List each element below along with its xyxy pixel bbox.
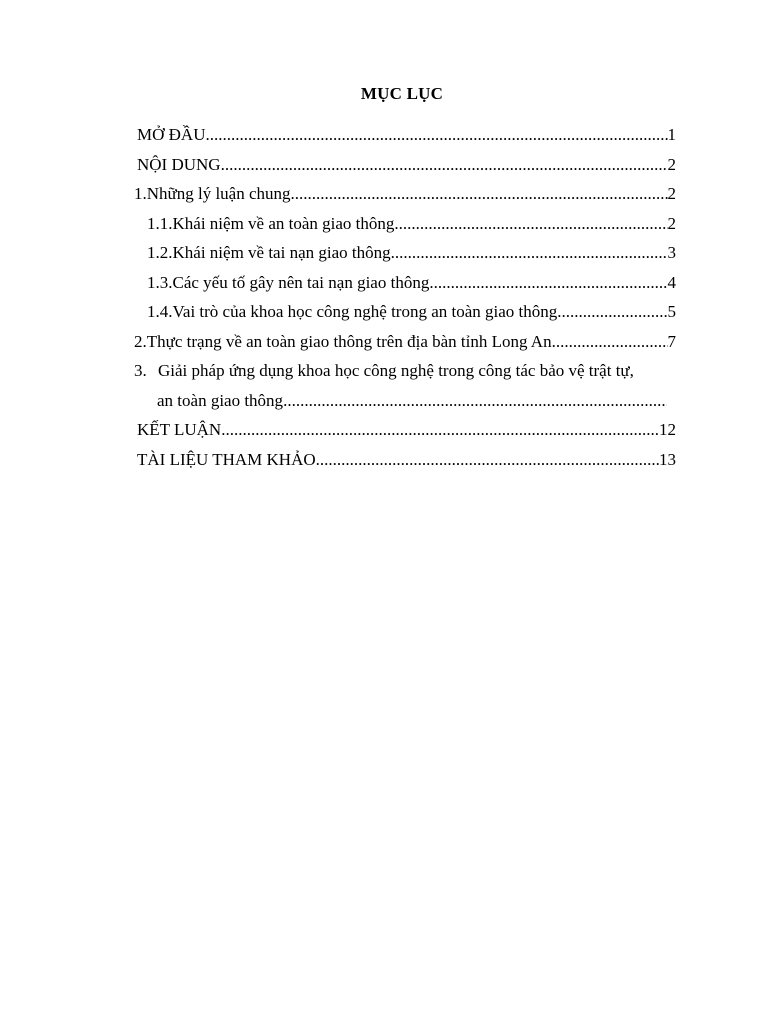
toc-leader-dots <box>221 419 659 441</box>
toc-entry-label: NỘI DUNG <box>137 155 221 174</box>
toc-page-number: 3 <box>667 243 676 262</box>
toc-entry-section-2 <box>134 331 676 353</box>
toc-entry-section-3-continued <box>157 390 667 412</box>
toc-entry-number: 2. <box>134 332 147 351</box>
toc-entry-label: 1.1.Khái niệm về an toàn giao thông <box>147 214 395 233</box>
toc-entry-section-1-2 <box>147 242 676 264</box>
toc-entry-label: Những lý luận chung <box>146 184 291 203</box>
toc-entry-label: Giải pháp ứng dụng khoa học công nghệ trong công tác bảo vệ trật tự, <box>158 361 634 380</box>
toc-leader-dots <box>283 390 667 412</box>
toc-entry-label: TÀI LIỆU THAM KHẢO <box>137 450 316 469</box>
toc-entry-section-1 <box>134 183 676 205</box>
toc-entry-mo-dau <box>137 124 676 146</box>
toc-entry-ket-luan <box>137 419 676 441</box>
toc-leader-dots <box>291 183 668 205</box>
toc-entry-tai-lieu-tham-khao <box>137 449 676 471</box>
toc-entry-section-3 <box>134 360 666 382</box>
toc-entry-label: 1.4.Vai trò của khoa học công nghệ trong an toàn giao thông <box>147 302 558 321</box>
toc-page-number: 2 <box>667 155 676 174</box>
toc-page-number: 4 <box>667 273 676 292</box>
toc-entry-section-1-1 <box>147 213 676 235</box>
toc-entry-label: KẾT LUẬN <box>137 420 222 439</box>
toc-page-number: 13 <box>659 450 676 469</box>
toc-leader-dots <box>205 124 667 146</box>
toc-entry-section-1-4 <box>147 301 676 323</box>
toc-entry-section-1-3 <box>147 272 676 294</box>
toc-entry-number: 3. <box>134 361 147 380</box>
toc-page-number: 12 <box>659 420 676 439</box>
toc-page-number: 2 <box>667 184 676 203</box>
toc-entry-label: MỞ ĐẦU <box>137 125 206 144</box>
toc-page-number: 5 <box>667 302 676 321</box>
toc-entry-label: Thực trạng về an toàn giao thông trên địa bàn tỉnh Long An <box>146 332 552 351</box>
toc-page-number: 2 <box>667 214 676 233</box>
toc-leader-dots <box>316 449 659 471</box>
toc-leader-dots <box>429 272 667 294</box>
toc-leader-dots <box>221 154 668 176</box>
toc-entry-number: 1. <box>134 184 147 203</box>
toc-leader-dots <box>557 301 667 323</box>
toc-entry-label: 1.2.Khái niệm về tai nạn giao thông <box>147 243 391 262</box>
toc-leader-dots <box>391 242 668 264</box>
toc-page-number: 1 <box>667 125 676 144</box>
toc-leader-dots <box>394 213 667 235</box>
page-title: MỤC LỤC <box>360 84 444 103</box>
toc-leader-dots <box>552 331 668 353</box>
toc-entry-noi-dung <box>137 154 676 176</box>
toc-entry-label: an toàn giao thông <box>157 391 284 410</box>
toc-entry-label: 1.3.Các yếu tố gây nên tai nạn giao thông <box>147 273 430 292</box>
toc-page-number: 7 <box>667 332 676 351</box>
